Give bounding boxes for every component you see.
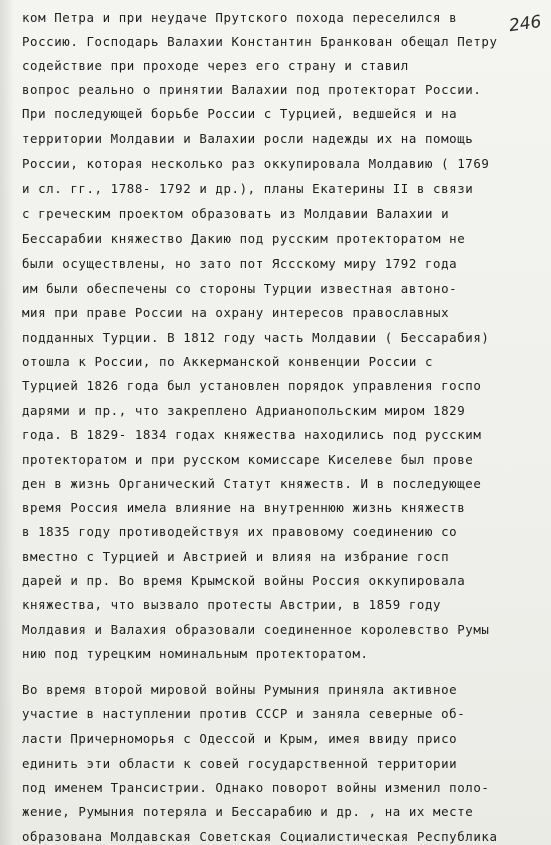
text-line: княжества, что вызвало протесты Австрии, в 1859 году [22, 597, 442, 612]
text-line: Во время второй мировой войны Румыния приняла активное [22, 682, 458, 697]
text-line: дарей и пр. Во время Крымской войны Россия оккупировала [22, 573, 466, 588]
text-line: вопрос реально о принятии Валахии под протекторат России. [22, 82, 482, 97]
text-line: жение, Румыния потеряла и Бессарабию и др. , на их месте [22, 804, 474, 819]
text-line: в 1835 году противодействуя их правовому соединению со [22, 524, 458, 539]
text-line: года. В 1829- 1834 годах княжества находились под русским [22, 427, 482, 442]
text-line: мия при праве России на охрану интересов православных [22, 305, 450, 320]
text-line: содействие при проходе через его страну и ставил [22, 58, 409, 73]
text-line: Молдавия и Валахия образовали соединенное королевство Румы [22, 622, 490, 637]
text-line: участие в наступлении против СССР и заняла северные об- [22, 706, 466, 721]
text-line: образована Молдавская Советская Социалистическая Республика [22, 829, 498, 844]
text-line: России, которая несколько раз оккупировала Молдавию ( 1769 [22, 156, 490, 171]
text-line: единить эти области к совей государственной территории [22, 756, 458, 771]
text-line: были осуществлены, но зато пот Яссскому миру 1792 года [22, 256, 458, 271]
page-number: 246 [507, 11, 543, 37]
text-line: нию под турецким номинальным протекторатом. [22, 646, 369, 661]
text-line: Бессарабии княжество Дакию под русским протекторатом не [22, 231, 466, 246]
text-line: ден в жизнь Органический Статут княжеств. И в последующее [22, 476, 482, 491]
text-line: под именем Трансистрии. Однако поворот войны изменил поло- [22, 780, 490, 795]
text-line: протекторатом и при русском комиссаре Киселеве был прове [22, 452, 474, 467]
text-line: подданных Турции. В 1812 году часть Молдавии ( Бессарабия) [22, 330, 490, 345]
text-line: дарями и пр., что закреплено Адрианопольским миром 1829 [22, 403, 466, 418]
text-line: территории Молдавии и Валахии росли надежды их на помощь [22, 131, 474, 146]
text-line: При последующей борьбе России с Турцией, ведшейся и на [22, 106, 458, 121]
text-line: им были обеспечены со стороны Турции известная автоно- [22, 281, 458, 296]
text-line: ком Петра и при неудаче Прутского похода переселился в [22, 10, 458, 25]
text-line: с греческим проектом образовать из Молдавии Валахии и [22, 206, 450, 221]
text-line: время Россия имела влияние на внутреннюю жизнь княжеств [22, 500, 466, 515]
text-line: Турцией 1826 года был установлен порядок управления госпо [22, 378, 482, 393]
text-line: Россию. Господарь Валахии Константин Бранкован обещал Петру [22, 34, 498, 49]
text-line: вместно с Турцией и Австрией и влияя на избрание госп [22, 549, 450, 564]
text-line: ласти Причерноморья с Одессой и Крым, имея ввиду присо [22, 731, 458, 746]
text-line: отошла к России, по Аккерманской конвенции России с [22, 354, 434, 369]
text-line: и сл. гг., 1788- 1792 и др.), планы Екатерины II в связи [22, 181, 474, 196]
